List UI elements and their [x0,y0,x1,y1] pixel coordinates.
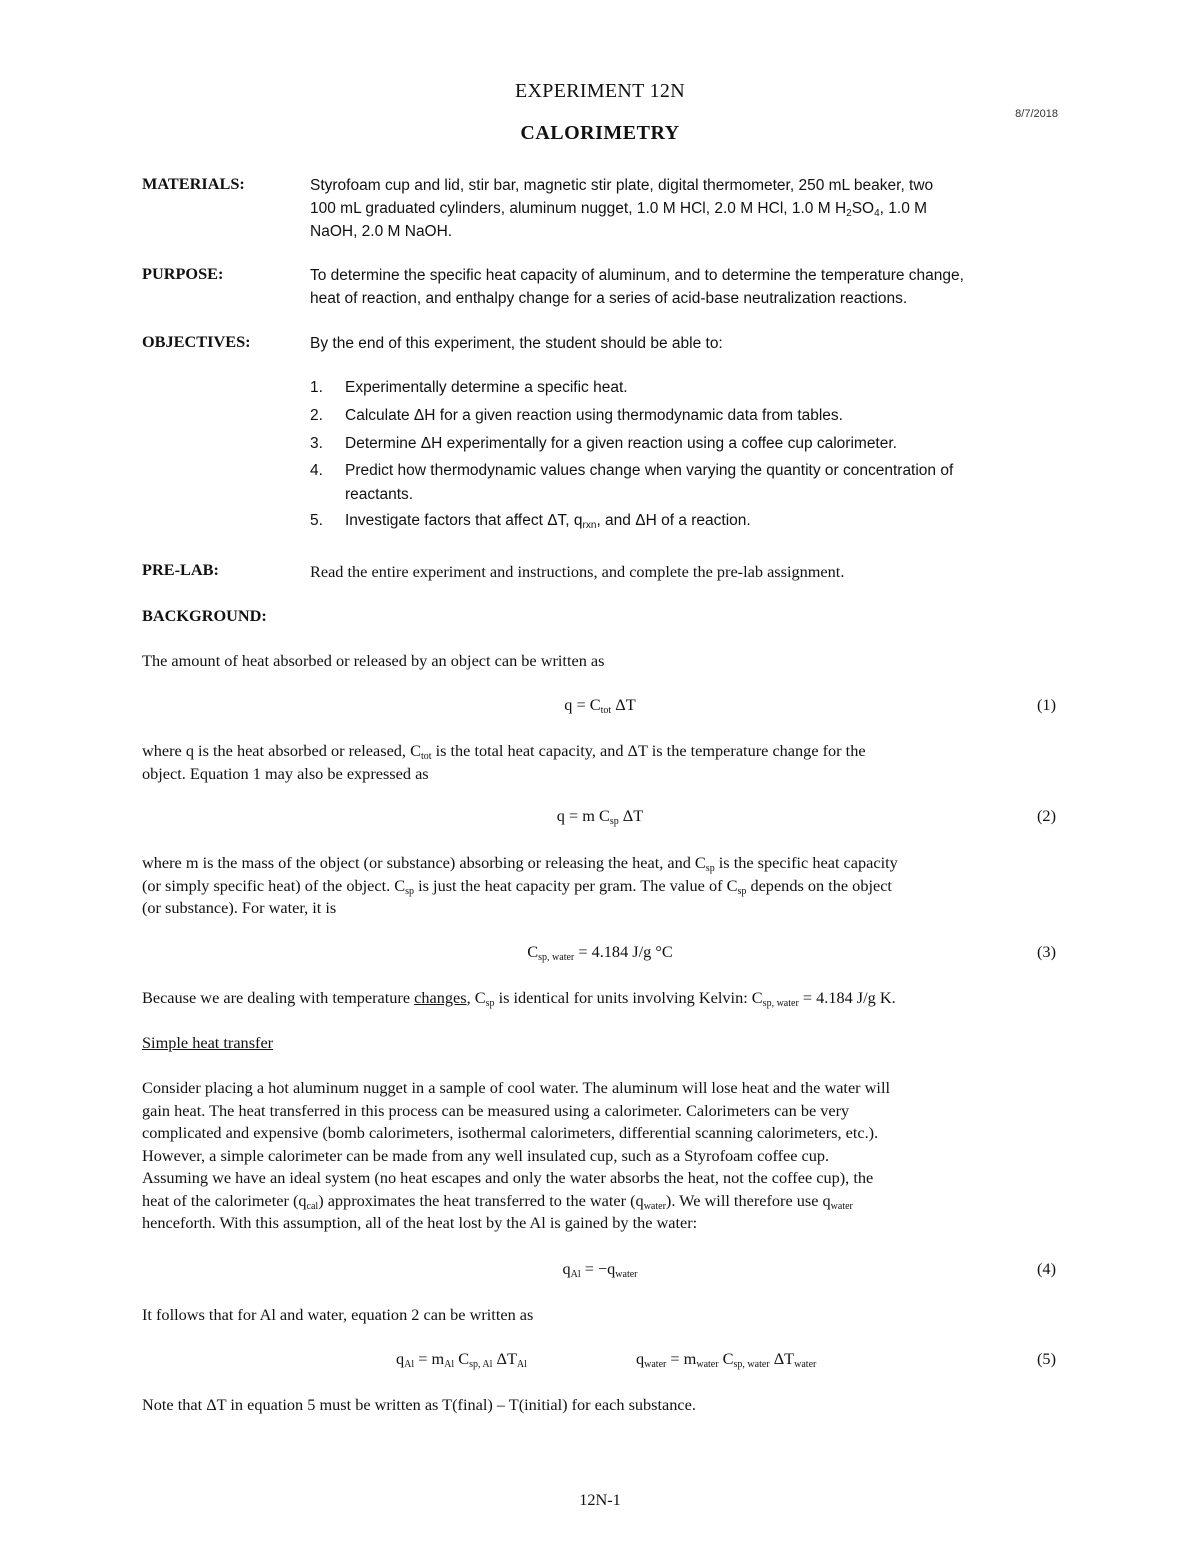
equation-2: q = m $C_{sp}$ ΔT [556,806,644,827]
equation-5-water: $q_{water} = m_{water}$ $C_{sp, water}$ $\Delta T_{water}$ [636,1349,817,1370]
equation-5-aluminum: $q_{Al} = m_{Al}$ $C_{sp, Al}$ $\Delta T_{Al}$ [396,1349,527,1370]
equation-5-number: (5) [1037,1349,1056,1368]
equation-1: $q = C_{tot}$ ΔT [564,695,636,716]
objectives-label: OBJECTIVES: [142,332,251,351]
purpose-label: PURPOSE: [142,264,224,283]
heat-transfer-paragraph: Consider placing a hot aluminum nugget in a sample of cool water. The aluminum will lose heat and the water will gain heat. The heat transferred in this process can be measured using a calorimeter. Calorimeters can be very complicated and expensive (bomb calorimeters, isothermal calorimeters, differential scanning calorimeters, etc.). However, a simple calorimeter can be made from any well insulated cup, such as a Styrofoam coffee cup. Assuming we have an ideal system (no heat escapes and only the water absorbs the heat, not the coffee cup), the heat of the calorimeter $(q_{cal})$ approximates the heat transferred to the water $(q_{water})$. We will therefore use $q_{water}$ henceforth. With this assumption, all of the heat lost by the Al is gained by the water: [142,1078,891,1232]
equation-3: $C_{sp, water} = 4.184$ J/g °C [527,942,673,963]
materials-text [310,174,1062,243]
prelab-text: Read the entire experiment and instructions, and complete the pre-lab assignment. [310,562,845,581]
equation-1-number: (1) [1037,695,1056,714]
experiment-title: EXPERIMENT 12N [515,80,685,102]
equation-4: $q_{Al} = -q_{water}$ [562,1259,638,1280]
background-label: BACKGROUND: [142,606,267,625]
prelab-label: PRE-LAB: [142,560,219,579]
background-paragraph-3: Because we are dealing with temperature changes, $C_{sp}$ is identical for units involving Kelvin: $C_{sp, water} = 4.184$ J/g K. [142,988,896,1009]
equation-3-number: (3) [1037,942,1056,961]
document-page: EXPERIMENT 12N 8/7/2018 CALORIMETRY MATERIALS: Styrofoam cup and lid, stir bar, magnetic stir plate, digital thermometer, 250 mL beaker, two 100 mL graduated cylinders, aluminum nugget, 1.0 M HCl, 2.0 M HCl, 1.0 M $H_2SO_4$, 1.0 M NaOH, 2.0 M NaOH. PURPOSE: To determine the specific heat capacity of aluminum, and to determine the temperature change, heat of reaction, and enthalpy change for a series of acid-base neutralization reactions. OBJECTIVES: By the end of this experiment, the student should be able to: 1. Experimentally determine a specific heat. 2. Calculate ΔH for a given reaction using thermodynamic data from tables. 3. Determine ΔH experimentally for a given reaction using a coffee cup calorimeter. 4. Predict how thermodynamic values change when varying the quantity or concentration of reactants. 5. Investigate factors that affect ΔT, $q_{rxn}$, and ΔH of a reaction. PRE-LAB: Read the entire experiment and instructions, and complete the pre-lab assignment. BACKGROUND: The amount of heat absorbed or released by an object can be written as $q = C_{tot}$ ΔT (1) where q is the heat absorbed or released, $C_{tot}$ is the total heat capacity, and ΔT is the temperature change for the object. Equation 1 may also be expressed as q = m $C_{sp}$ ΔT (2) where m is the mass of the object (or substance) absorbing or releasing the heat, and $C_{sp}$ is the specific heat capacity (or simply specific heat) of the object. $C_{sp}$ is just the heat capacity per gram. The value of $C_{sp}$ depends on the object (or substance). For water, it is $C_{sp, water} = 4.184$ J/g °C (3) Because we are dealing with temperature changes, $C_{sp}$ is identical for units involving Kelvin: $C_{sp, water} = 4.184$ J/g K. Simple heat transfer Consider placing a hot aluminum nugget in a sample of cool water. The aluminum will lose heat and the water will gain heat. The heat transferred in this process can be measured using a calorimeter. Calorimeters can be very complicated and expensive (bomb calorimeters, isothermal calorimeters, differential scanning calorimeters, etc.). However, a simple calorimeter can be made from any well insulated cup, such as a Styrofoam coffee cup. Assuming we have an ideal system (no heat escapes and only the water absorbs the heat, not the coffee cup), the heat of the calorimeter $(q_{cal})$ approximates the heat transferred to the water $(q_{water})$. We will therefore use $q_{water}$ henceforth. With this assumption, all of the heat lost by the Al is gained by the water: $q_{Al} = -q_{water}$ (4) It follows that for Al and water, equation 2 can be written as $q_{Al} = m_{Al}$ $C_{sp, Al}$ $\Delta T_{Al}$ $q_{water} = m_{water}$ $C_{sp, water}$ $\Delta T_{water}$ (5) Note that ΔT in equation 5 must be written as T(final) – T(initial) for each substance. 12N-1 [0,0,1200,1553]
materials-line-2: 100 mL graduated cylinders, aluminum nugget, 1.0 M HCl, 2.0 M HCl, 1.0 M $H_2SO_4$, 1.0 M [310,200,928,219]
purpose-line-1: To determine the specific heat capacity of aluminum, and to determine the temperature change, [310,267,964,284]
background-paragraph-2: where m is the mass of the object (or substance) absorbing or releasing the heat, and $C_{sp}$ is the specific heat capacity (or simply specific heat) of the object. $C_{sp}$ is just the heat capacity per gram. The value of $C_{sp}$ depends on the object (or substance). For water, it is [142,853,898,917]
materials-line-1: Styrofoam cup and lid, stir bar, magnetic stir plate, digital thermometer, 250 mL beaker, two [310,177,934,194]
document-date: 8/7/2018 [1015,108,1058,120]
materials-label: MATERIALS: [142,174,245,193]
experiment-subtitle: CALORIMETRY [520,122,680,144]
heat-transfer-note: Note that ΔT in equation 5 must be written as T(final) – T(initial) for each substance. [142,1395,696,1414]
equation-2-number: (2) [1037,806,1056,825]
purpose-line-2: heat of reaction, and enthalpy change for a series of acid-base neutralization reactions. [310,290,908,307]
page-number: 12N-1 [579,1490,621,1509]
heat-transfer-follow: It follows that for Al and water, equation 2 can be written as [142,1305,534,1324]
background-intro: The amount of heat absorbed or released by an object can be written as [142,651,605,670]
purpose-text [310,264,1062,310]
materials-line-3: NaOH, 2.0 M NaOH. [310,223,453,240]
objectives-intro: By the end of this experiment, the student should be able to: [310,335,723,352]
background-paragraph-1: where q is the heat absorbed or released, $C_{tot}$ is the total heat capacity, and ΔT is the temperature change for the object. Equation 1 may also be expressed as [142,741,866,783]
heat-transfer-heading: Simple heat transfer [142,1033,274,1052]
equation-4-number: (4) [1037,1259,1056,1278]
